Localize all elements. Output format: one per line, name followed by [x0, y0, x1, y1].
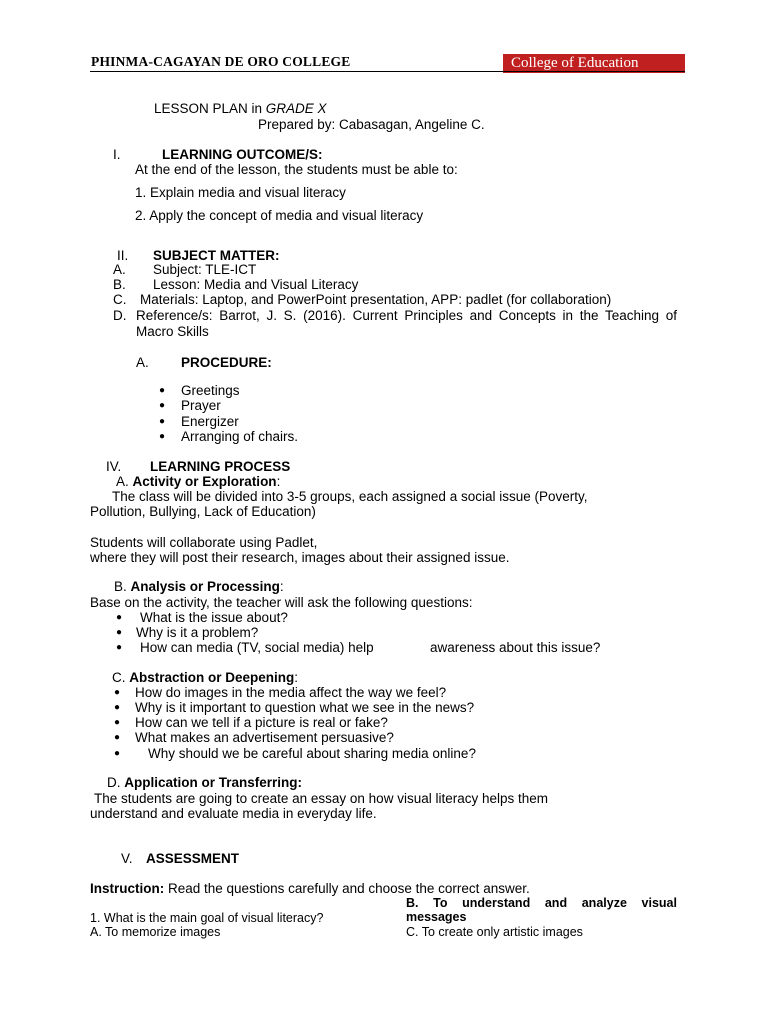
materials-text: Materials: Laptop, and PowerPoint presentation, APP: padlet (for collaboration) — [140, 292, 612, 307]
bullet-icon: ● — [114, 702, 121, 713]
abstraction-heading: C. Abstraction or Deepening: — [112, 670, 299, 685]
bullet-icon: ● — [116, 612, 123, 623]
section2-heading: SUBJECT MATTER: — [153, 248, 280, 263]
bullet-icon: ● — [114, 732, 121, 743]
bullet-icon: ● — [159, 416, 166, 427]
analysis-question: How can media (TV, social media) help — [140, 640, 374, 655]
procedure-item: Energizer — [181, 414, 239, 429]
section1-numeral: I. — [113, 147, 121, 162]
activity-heading: A. Activity or Exploration: — [116, 474, 281, 489]
bullet-icon: ● — [116, 627, 123, 638]
materials-letter: C. — [113, 292, 127, 307]
outcome-item: 2. Apply the concept of media and visual literacy — [135, 208, 424, 223]
lesson-letter: B. — [113, 277, 126, 292]
bullet-icon: ● — [114, 717, 121, 728]
analysis-intro: Base on the activity, the teacher will ask the following questions: — [90, 595, 473, 610]
application-text: The students are going to create an essay on how visual literacy helps them — [94, 791, 549, 806]
activity-text: Students will collaborate using Padlet, — [90, 535, 318, 550]
section4-heading: LEARNING PROCESS — [150, 459, 291, 474]
answer-option-b: B. To understand and analyze visual messages — [406, 896, 677, 924]
subject-letter: A. — [113, 262, 126, 277]
procedure-numeral: A. — [136, 355, 149, 370]
header-divider — [90, 71, 685, 72]
assessment-question: 1. What is the main goal of visual literacy? — [90, 911, 324, 925]
reference-letter: D. — [113, 308, 127, 323]
section5-heading: ASSESSMENT — [146, 851, 240, 866]
section1-intro: At the end of the lesson, the students must be able to: — [135, 162, 458, 177]
analysis-question: Why is it a problem? — [136, 625, 259, 640]
abstraction-question: How can we tell if a picture is real or fake? — [135, 715, 388, 730]
section4-numeral: IV. — [106, 459, 122, 474]
abstraction-question: Why is it important to question what we see in the news? — [135, 700, 475, 715]
procedure-item: Prayer — [181, 398, 221, 413]
application-text: understand and evaluate media in everyday life. — [90, 806, 377, 821]
answer-option-a: A. To memorize images — [90, 925, 221, 939]
department-badge: College of Education — [503, 54, 685, 73]
reference-text: Reference/s: Barrot, J. S. (2016). Current Principles and Concepts in the Teaching of Macro Skills — [136, 308, 677, 339]
subject-text: Subject: TLE-ICT — [153, 262, 257, 277]
institution-name: PHINMA-CAGAYAN DE ORO COLLEGE — [91, 54, 351, 69]
prepared-by: Prepared by: Cabasagan, Angeline C. — [258, 117, 485, 132]
activity-text: The class will be divided into 3-5 groups, each assigned a social issue (Poverty, — [112, 489, 588, 504]
analysis-heading: B. Analysis or Processing: — [114, 579, 284, 594]
bullet-icon: ● — [114, 748, 121, 759]
section5-numeral: V. — [121, 851, 133, 866]
abstraction-question: Why should we be careful about sharing media online? — [148, 746, 476, 761]
procedure-heading: PROCEDURE: — [181, 355, 272, 370]
bullet-icon: ● — [116, 642, 123, 653]
abstraction-question: What makes an advertisement persuasive? — [135, 730, 394, 745]
bullet-icon: ● — [159, 385, 166, 396]
section2-numeral: II. — [117, 248, 129, 263]
abstraction-question: How do images in the media affect the way we feel? — [135, 685, 447, 700]
application-heading: D. Application or Transferring: — [107, 775, 303, 790]
analysis-question: What is the issue about? — [140, 610, 288, 625]
bullet-icon: ● — [159, 431, 166, 442]
bullet-icon: ● — [114, 687, 121, 698]
procedure-item: Greetings — [181, 383, 240, 398]
assessment-instruction: Instruction: Read the questions carefully and choose the correct answer. — [90, 881, 530, 896]
analysis-question-continued: awareness about this issue? — [430, 640, 601, 655]
section1-heading: LEARNING OUTCOME/S: — [162, 147, 323, 162]
bullet-icon: ● — [159, 400, 166, 411]
outcome-item: 1. Explain media and visual literacy — [135, 185, 346, 200]
procedure-item: Arranging of chairs. — [181, 429, 299, 444]
lesson-plan-title: LESSON PLAN in GRADE X — [154, 101, 327, 116]
lesson-text: Lesson: Media and Visual Literacy — [153, 277, 359, 292]
activity-text: Pollution, Bullying, Lack of Education) — [90, 504, 316, 519]
activity-text: where they will post their research, images about their assigned issue. — [90, 550, 510, 565]
answer-option-c: C. To create only artistic images — [406, 925, 583, 939]
